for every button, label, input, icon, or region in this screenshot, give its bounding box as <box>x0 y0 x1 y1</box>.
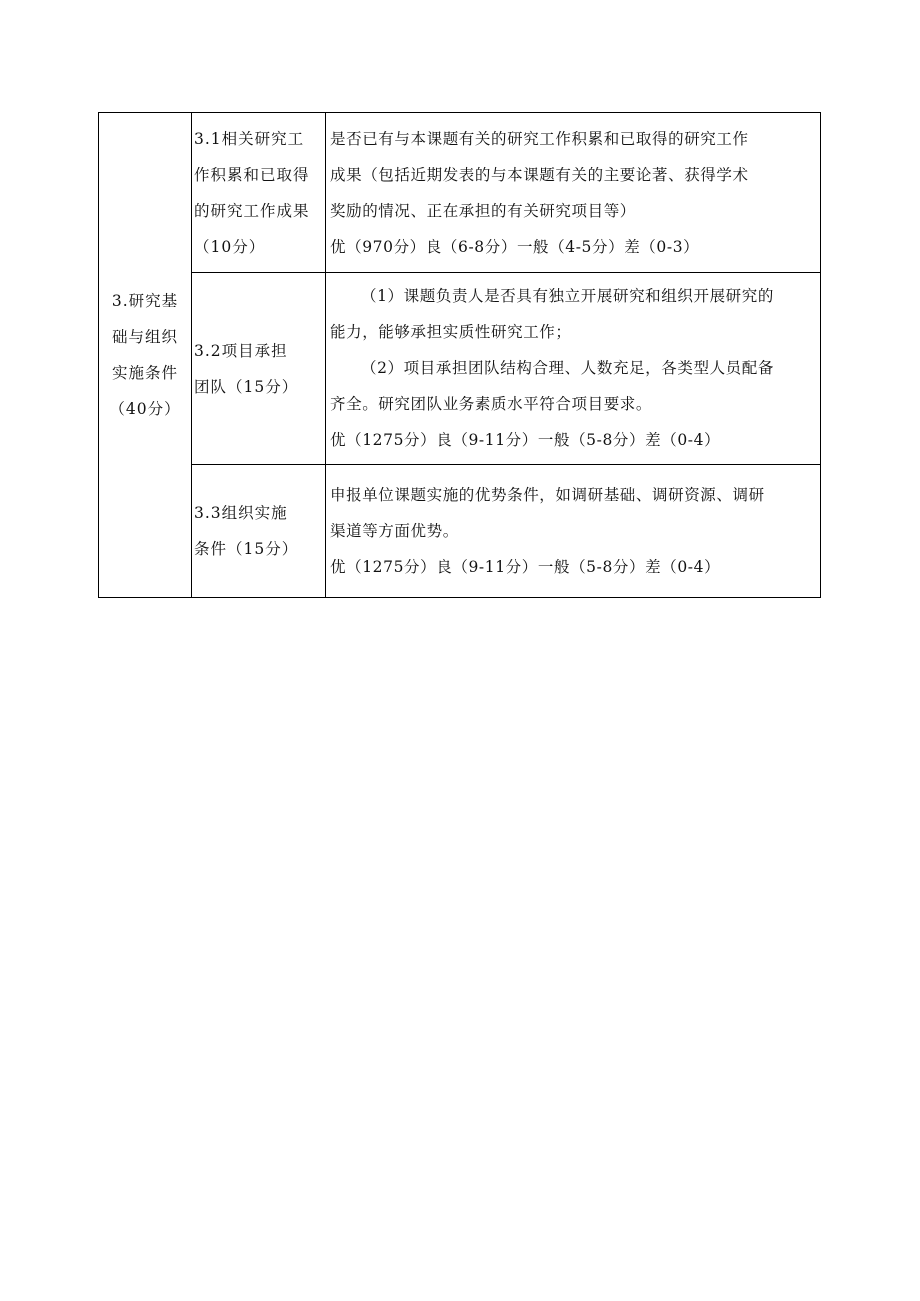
description-cell <box>326 465 821 598</box>
description-cell <box>326 273 821 465</box>
table-row <box>99 113 821 273</box>
description-cell <box>326 113 821 273</box>
grading-scale: 优（1275分）良（9-11分）一般（5-8分）差（0-4） <box>330 557 721 576</box>
description-line: 奖励的情况、正在承担的有关研究项目等） <box>330 201 636 220</box>
category-line: 3.研究基 <box>111 292 179 310</box>
description-line: 是否已有与本课题有关的研究工作积累和已取得的研究工作 <box>330 129 749 148</box>
description-line: （2）项目承担团队结构合理、人数充足，各类型人员配备 <box>361 359 774 377</box>
subcategory-line: （10分） <box>194 237 266 256</box>
description-line: （1）课题负责人是否具有独立开展研究和组织开展研究的 <box>361 287 774 305</box>
category-line: 实施条件 <box>111 364 178 382</box>
subcategory-cell <box>192 113 326 273</box>
subcategory-line: 3.1相关研究工 <box>194 129 305 148</box>
description-line: 齐全。研究团队业务素质水平符合项目要求。 <box>330 395 653 413</box>
subcategory-line: 的研究工作成果 <box>194 201 310 220</box>
evaluation-table <box>98 112 821 598</box>
category-cell <box>99 113 192 598</box>
subcategory-line: 3.2项目承担 <box>194 341 288 360</box>
subcategory-cell <box>192 273 326 465</box>
category-line: （40分） <box>109 400 181 418</box>
description-line: 成果（包括近期发表的与本课题有关的主要论著、获得学术 <box>330 165 749 184</box>
subcategory-line: 作积累和已取得 <box>194 165 310 184</box>
table-row <box>99 273 821 465</box>
subcategory-line: 团队（15分） <box>194 377 299 396</box>
description-line: 能力，能够承担实质性研究工作； <box>330 323 572 341</box>
subcategory-line: 条件（15分） <box>194 540 299 558</box>
grading-scale: 优（1275分）良（9-11分）一般（5-8分）差（0-4） <box>330 431 721 449</box>
description-line: 渠道等方面优势。 <box>330 521 459 540</box>
table-row <box>99 465 821 598</box>
category-line: 础与组织 <box>111 328 178 346</box>
grading-scale: 优（970分）良（6-8分）一般（4-5分）差（0-3） <box>330 237 700 256</box>
description-line: 申报单位课题实施的优势条件，如调研基础、调研资源、调研 <box>330 485 765 504</box>
subcategory-cell <box>192 465 326 598</box>
subcategory-line: 3.3组织实施 <box>194 504 288 522</box>
